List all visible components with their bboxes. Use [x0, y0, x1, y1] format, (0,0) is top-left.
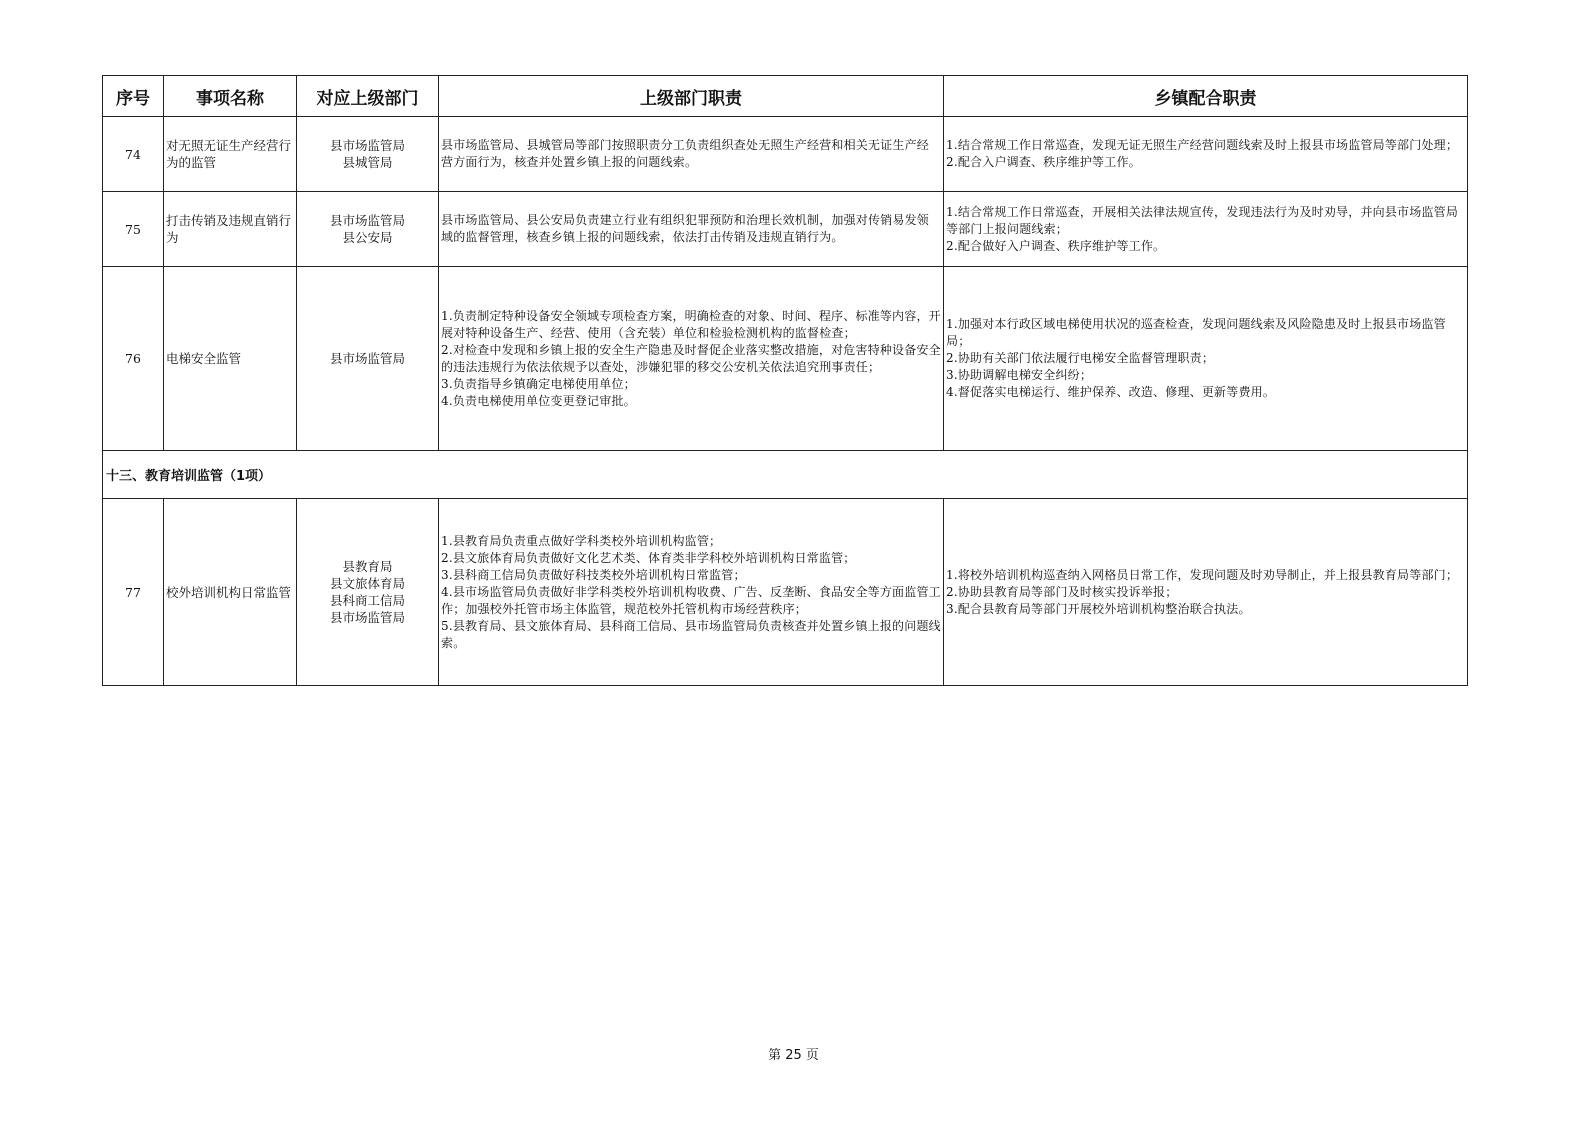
row-no: 76 [103, 267, 164, 451]
row-town-duty [944, 267, 1468, 451]
duty-line: 4.负责电梯使用单位变更登记审批。 [441, 393, 636, 408]
row-dept [297, 499, 439, 686]
duty-line: 3.协助调解电梯安全纠纷； [946, 368, 1093, 382]
dept-line: 县教育局 [342, 559, 393, 574]
duty-line: 2.配合入户调查、秩序维护等工作。 [946, 155, 1141, 169]
row-dept [297, 267, 439, 451]
duty-line: 2.协助有关部门依法履行电梯安全监督管理职责； [946, 351, 1215, 365]
table-header-row [103, 76, 1468, 117]
row-item-name: 对无照无证生产经营行为的监管 [164, 117, 297, 192]
row-dept [297, 192, 439, 267]
page-number: 第 25 页 [768, 1048, 819, 1063]
header-col-town-duty: 乡镇配合职责 [944, 76, 1468, 117]
dept-line: 县公安局 [342, 230, 393, 245]
row-upper-duty [439, 267, 944, 451]
header-col-no: 序号 [103, 76, 164, 117]
row-item-name: 电梯安全监管 [164, 267, 297, 451]
row-town-duty [944, 117, 1468, 192]
table-row [103, 117, 1468, 192]
duty-line: 1.结合常规工作日常巡查，发现无证无照生产经营问题线索及时上报县市场监管局等部门处理； [946, 138, 1459, 152]
section-title: 十三、教育培训监管（1项） [103, 451, 1468, 499]
header-col-dept: 对应上级部门 [297, 76, 439, 117]
duty-line: 4.县市场监管局负责做好非学科类校外培训机构收费、广告、反垄断、食品安全等方面监管工作；加强校外托管市场主体监管，规范校外托管机构市场经营秩序； [441, 584, 941, 616]
duty-line: 1.加强对本行政区域电梯使用状况的巡查检查，发现问题线索及风险隐患及时上报县市场监管局； [946, 317, 1446, 348]
duty-line: 2.协助县教育局等部门及时核实投诉举报； [946, 584, 1178, 599]
dept-line: 县市场监管局 [329, 138, 405, 153]
duty-line: 1.结合常规工作日常巡查，开展相关法律法规宣传，发现违法行为及时劝导，并向县市场监管局等部门上报问题线索； [946, 204, 1459, 236]
row-no: 75 [103, 192, 164, 267]
duty-line: 5.县教育局、县文旅体育局、县科商工信局、县市场监管局负责核查并处置乡镇上报的问题线索。 [441, 618, 941, 650]
duty-line: 2.县文旅体育局负责做好文化艺术类、体育类非学科校外培训机构日常监管； [441, 550, 856, 565]
row-item-name: 校外培训机构日常监管 [164, 499, 297, 686]
section-row [103, 451, 1468, 499]
row-no: 74 [103, 117, 164, 192]
header-col-upper-duty: 上级部门职责 [439, 76, 944, 117]
header-col-name: 事项名称 [164, 76, 297, 117]
row-town-duty [944, 499, 1468, 686]
table-row [103, 192, 1468, 267]
row-no: 77 [103, 499, 164, 686]
dept-line: 县市场监管局 [329, 213, 405, 228]
row-town-duty [944, 192, 1468, 267]
duty-line: 2.对检查中发现和乡镇上报的安全生产隐患及时督促企业落实整改措施，对危害特种设备安全的违法违规行为依法依规予以查处，涉嫌犯罪的移交公安机关依法追究刑事责任； [441, 342, 941, 374]
duty-line: 1.负责制定特种设备安全领域专项检查方案，明确检查的对象、时间、程序、标准等内容，开展对特种设备生产、经营、使用（含充装）单位和检验检测机构的监督检查； [441, 308, 941, 340]
row-dept [297, 117, 439, 192]
responsibility-table [102, 75, 1468, 686]
duty-line: 3.县科商工信局负责做好科技类校外培训机构日常监管； [441, 567, 746, 582]
duty-line: 2.配合做好入户调查、秩序维护等工作。 [946, 238, 1166, 253]
dept-line: 县市场监管局 [329, 351, 405, 366]
duty-line: 4.督促落实电梯运行、维护保养、改造、修理、更新等费用。 [946, 385, 1276, 399]
dept-line: 县城管局 [342, 155, 393, 170]
row-upper-duty: 县市场监管局、县城管局等部门按照职责分工负责组织查处无照生产经营和相关无证生产经营方面行为，核查并处置乡镇上报的问题线索。 [439, 117, 944, 192]
duty-line: 3.负责指导乡镇确定电梯使用单位； [441, 376, 636, 391]
row-upper-duty [439, 499, 944, 686]
duty-line: 3.配合县教育局等部门开展校外培训机构整治联合执法。 [946, 601, 1251, 616]
table-row [103, 267, 1468, 451]
row-upper-duty: 县市场监管局、县公安局负责建立行业有组织犯罪预防和治理长效机制，加强对传销易发领域的监督管理，核查乡镇上报的问题线索，依法打击传销及违规直销行为。 [439, 192, 944, 267]
dept-line: 县科商工信局 [329, 593, 405, 608]
dept-line: 县文旅体育局 [329, 576, 405, 591]
dept-line: 县市场监管局 [329, 610, 405, 625]
table-row [103, 499, 1468, 686]
duty-line: 1.县教育局负责重点做好学科类校外培训机构监管； [441, 533, 722, 548]
row-item-name: 打击传销及违规直销行为 [164, 192, 297, 267]
duty-line: 1.将校外培训机构巡查纳入网格员日常工作，发现问题及时劝导制止，并上报县教育局等部门； [946, 567, 1459, 582]
